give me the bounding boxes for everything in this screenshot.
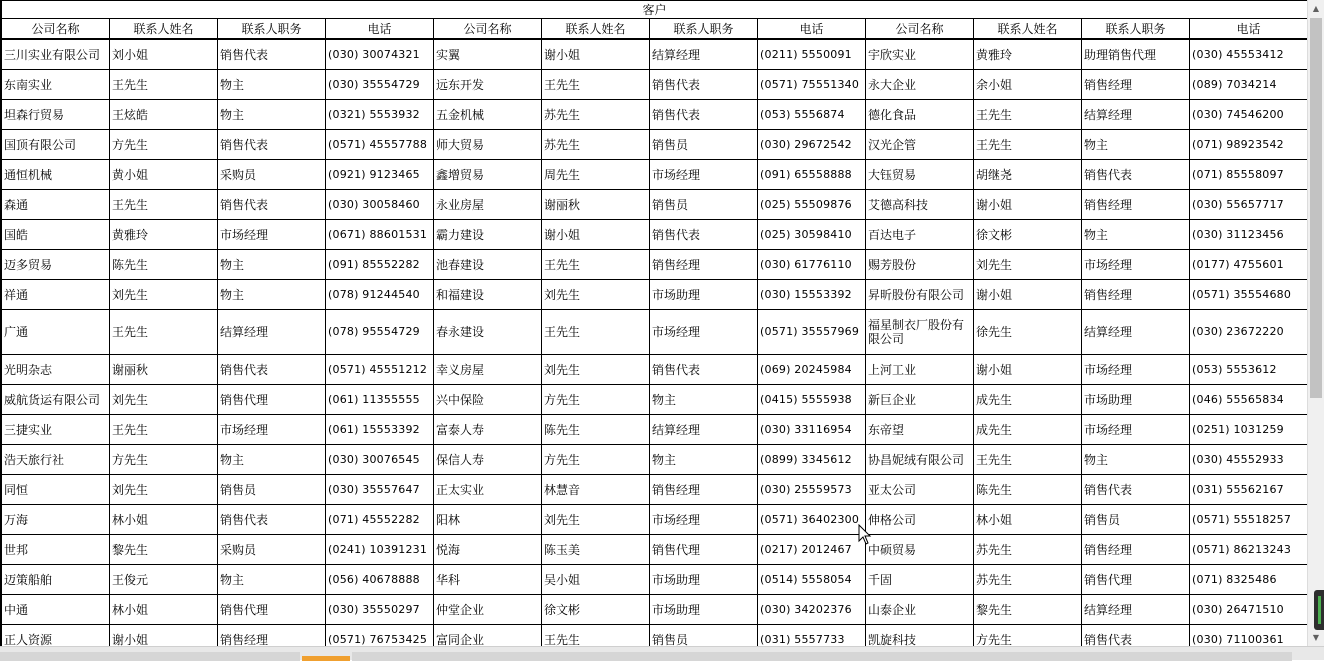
column-header: 联系人职务 bbox=[650, 19, 758, 40]
company-name-cell: 上河工业 bbox=[866, 355, 974, 385]
contact-title-cell: 物主 bbox=[650, 385, 758, 415]
contact-title-cell: 结算经理 bbox=[1082, 100, 1190, 130]
contact-title-cell: 物主 bbox=[1082, 130, 1190, 160]
company-name-cell: 赐芳股份 bbox=[866, 250, 974, 280]
contact-name-cell: 方先生 bbox=[110, 445, 218, 475]
contact-title-cell: 销售经理 bbox=[218, 625, 326, 647]
company-name-cell: 三捷实业 bbox=[2, 415, 110, 445]
contact-name-cell: 谢小姐 bbox=[974, 190, 1082, 220]
contact-title-cell: 销售经理 bbox=[650, 250, 758, 280]
company-name-cell: 鑫增贸易 bbox=[434, 160, 542, 190]
company-name-cell: 远东开发 bbox=[434, 70, 542, 100]
table-row bbox=[2, 250, 1308, 280]
company-name-cell: 凯旋科技 bbox=[866, 625, 974, 647]
contact-title-cell: 物主 bbox=[218, 280, 326, 310]
contact-name-cell: 谢丽秋 bbox=[542, 190, 650, 220]
contact-title-cell: 销售代表 bbox=[650, 70, 758, 100]
contact-name-cell: 苏先生 bbox=[974, 535, 1082, 565]
company-name-cell: 亚太公司 bbox=[866, 475, 974, 505]
column-header: 公司名称 bbox=[2, 19, 110, 40]
phone-cell: (071) 98923542 bbox=[1190, 130, 1308, 160]
contact-name-cell: 王先生 bbox=[542, 250, 650, 280]
phone-cell: (0899) 3345612 bbox=[758, 445, 866, 475]
horizontal-scroll-thumb[interactable] bbox=[302, 656, 350, 661]
company-name-cell: 五金机械 bbox=[434, 100, 542, 130]
contact-name-cell: 刘先生 bbox=[110, 475, 218, 505]
table-row bbox=[2, 505, 1308, 535]
phone-cell: (030) 71100361 bbox=[1190, 625, 1308, 647]
contact-title-cell: 物主 bbox=[1082, 445, 1190, 475]
company-name-cell: 协昌妮绒有限公司 bbox=[866, 445, 974, 475]
contact-title-cell: 市场经理 bbox=[218, 415, 326, 445]
contact-name-cell: 王炫皓 bbox=[110, 100, 218, 130]
contact-name-cell: 成先生 bbox=[974, 385, 1082, 415]
vertical-scrollbar[interactable] bbox=[1307, 0, 1324, 646]
column-header: 联系人姓名 bbox=[974, 19, 1082, 40]
phone-cell: (030) 30076545 bbox=[326, 445, 434, 475]
company-name-cell: 同恒 bbox=[2, 475, 110, 505]
phone-cell: (030) 35550297 bbox=[326, 595, 434, 625]
company-name-cell: 正人资源 bbox=[2, 625, 110, 647]
company-name-cell: 宇欣实业 bbox=[866, 39, 974, 70]
phone-cell: (0571) 35554680 bbox=[1190, 280, 1308, 310]
contact-name-cell: 陈先生 bbox=[974, 475, 1082, 505]
company-name-cell: 永业房屋 bbox=[434, 190, 542, 220]
contact-title-cell: 销售代表 bbox=[1082, 160, 1190, 190]
table-row bbox=[2, 310, 1308, 355]
column-header: 电话 bbox=[758, 19, 866, 40]
company-name-cell: 山泰企业 bbox=[866, 595, 974, 625]
column-header: 联系人姓名 bbox=[110, 19, 218, 40]
table-row bbox=[2, 445, 1308, 475]
phone-cell: (056) 40678888 bbox=[326, 565, 434, 595]
phone-cell: (0514) 5558054 bbox=[758, 565, 866, 595]
contact-name-cell: 王先生 bbox=[110, 70, 218, 100]
table-row bbox=[2, 595, 1308, 625]
company-name-cell: 兴中保险 bbox=[434, 385, 542, 415]
phone-cell: (030) 29672542 bbox=[758, 130, 866, 160]
contact-name-cell: 王先生 bbox=[110, 310, 218, 355]
scroll-down-arrow-icon[interactable]: ▼ bbox=[1312, 633, 1320, 642]
contact-title-cell: 物主 bbox=[218, 445, 326, 475]
contact-name-cell: 刘先生 bbox=[542, 280, 650, 310]
contact-title-cell: 销售代理 bbox=[1082, 565, 1190, 595]
table-row bbox=[2, 190, 1308, 220]
contact-title-cell: 销售经理 bbox=[1082, 70, 1190, 100]
contact-title-cell: 销售代表 bbox=[1082, 625, 1190, 647]
phone-cell: (0211) 5550091 bbox=[758, 39, 866, 70]
contact-title-cell: 销售代表 bbox=[650, 220, 758, 250]
phone-cell: (0921) 9123465 bbox=[326, 160, 434, 190]
contact-name-cell: 刘先生 bbox=[542, 355, 650, 385]
contact-title-cell: 销售员 bbox=[650, 625, 758, 647]
phone-cell: (025) 30598410 bbox=[758, 220, 866, 250]
contact-name-cell: 徐文彬 bbox=[542, 595, 650, 625]
contact-title-cell: 市场经理 bbox=[1082, 415, 1190, 445]
company-name-cell: 和福建设 bbox=[434, 280, 542, 310]
table-row bbox=[2, 625, 1308, 647]
phone-cell: (053) 5553612 bbox=[1190, 355, 1308, 385]
contact-name-cell: 胡继尧 bbox=[974, 160, 1082, 190]
phone-cell: (061) 15553392 bbox=[326, 415, 434, 445]
contact-name-cell: 谢小姐 bbox=[974, 280, 1082, 310]
contact-title-cell: 市场助理 bbox=[650, 595, 758, 625]
vertical-scroll-thumb[interactable] bbox=[1310, 18, 1322, 398]
contact-title-cell: 销售员 bbox=[218, 475, 326, 505]
table-row bbox=[2, 565, 1308, 595]
company-name-cell: 千固 bbox=[866, 565, 974, 595]
contact-name-cell: 成先生 bbox=[974, 415, 1082, 445]
company-name-cell: 昇昕股份有限公司 bbox=[866, 280, 974, 310]
table-row bbox=[2, 100, 1308, 130]
table-row bbox=[2, 70, 1308, 100]
phone-cell: (030) 74546200 bbox=[1190, 100, 1308, 130]
phone-cell: (030) 61776110 bbox=[758, 250, 866, 280]
phone-cell: (031) 5557733 bbox=[758, 625, 866, 647]
phone-cell: (030) 35557647 bbox=[326, 475, 434, 505]
contact-title-cell: 结算经理 bbox=[1082, 595, 1190, 625]
scroll-up-arrow-icon[interactable]: ▲ bbox=[1312, 4, 1320, 13]
phone-cell: (071) 85558097 bbox=[1190, 160, 1308, 190]
table-row bbox=[2, 415, 1308, 445]
company-name-cell: 幸义房屋 bbox=[434, 355, 542, 385]
contact-name-cell: 刘先生 bbox=[542, 505, 650, 535]
phone-cell: (030) 26471510 bbox=[1190, 595, 1308, 625]
contact-name-cell: 林小姐 bbox=[110, 595, 218, 625]
phone-cell: (0571) 36402300 bbox=[758, 505, 866, 535]
column-header: 电话 bbox=[326, 19, 434, 40]
column-header: 公司名称 bbox=[434, 19, 542, 40]
column-header: 联系人职务 bbox=[1082, 19, 1190, 40]
company-name-cell: 仲堂企业 bbox=[434, 595, 542, 625]
contact-title-cell: 采购员 bbox=[218, 160, 326, 190]
contact-title-cell: 采购员 bbox=[218, 535, 326, 565]
company-name-cell: 富同企业 bbox=[434, 625, 542, 647]
phone-cell: (030) 35554729 bbox=[326, 70, 434, 100]
table-row bbox=[2, 220, 1308, 250]
phone-cell: (0321) 5553932 bbox=[326, 100, 434, 130]
contact-title-cell: 结算经理 bbox=[650, 415, 758, 445]
company-name-cell: 福星制衣厂股份有限公司 bbox=[866, 310, 974, 355]
table-row bbox=[2, 39, 1308, 70]
contact-title-cell: 销售代表 bbox=[650, 355, 758, 385]
company-name-cell: 光明杂志 bbox=[2, 355, 110, 385]
contact-name-cell: 谢小姐 bbox=[542, 220, 650, 250]
contact-name-cell: 谢小姐 bbox=[974, 355, 1082, 385]
contact-title-cell: 销售经理 bbox=[650, 475, 758, 505]
phone-cell: (030) 55657717 bbox=[1190, 190, 1308, 220]
table-row bbox=[2, 385, 1308, 415]
company-name-cell: 东帝望 bbox=[866, 415, 974, 445]
contact-title-cell: 销售代理 bbox=[218, 385, 326, 415]
contact-title-cell: 销售经理 bbox=[1082, 280, 1190, 310]
company-name-cell: 世邦 bbox=[2, 535, 110, 565]
contact-title-cell: 市场助理 bbox=[650, 280, 758, 310]
company-name-cell: 大钰贸易 bbox=[866, 160, 974, 190]
column-header: 电话 bbox=[1190, 19, 1308, 40]
contact-name-cell: 黄小姐 bbox=[110, 160, 218, 190]
phone-cell: (030) 30074321 bbox=[326, 39, 434, 70]
phone-cell: (061) 11355555 bbox=[326, 385, 434, 415]
contact-name-cell: 王先生 bbox=[110, 415, 218, 445]
phone-cell: (030) 15553392 bbox=[758, 280, 866, 310]
company-name-cell: 国皓 bbox=[2, 220, 110, 250]
company-name-cell: 浩天旅行社 bbox=[2, 445, 110, 475]
phone-cell: (0571) 86213243 bbox=[1190, 535, 1308, 565]
company-name-cell: 中通 bbox=[2, 595, 110, 625]
phone-cell: (071) 8325486 bbox=[1190, 565, 1308, 595]
phone-cell: (0571) 45557788 bbox=[326, 130, 434, 160]
company-name-cell: 阳林 bbox=[434, 505, 542, 535]
contact-title-cell: 市场经理 bbox=[1082, 250, 1190, 280]
company-name-cell: 广通 bbox=[2, 310, 110, 355]
company-name-cell: 迈策船舶 bbox=[2, 565, 110, 595]
table-row bbox=[2, 535, 1308, 565]
contact-title-cell: 市场经理 bbox=[650, 310, 758, 355]
contact-title-cell: 销售员 bbox=[650, 130, 758, 160]
contact-name-cell: 谢小姐 bbox=[110, 625, 218, 647]
contact-name-cell: 方先生 bbox=[542, 445, 650, 475]
company-name-cell: 悦海 bbox=[434, 535, 542, 565]
phone-cell: (0177) 4755601 bbox=[1190, 250, 1308, 280]
company-name-cell: 坦森行贸易 bbox=[2, 100, 110, 130]
contact-name-cell: 黄雅玲 bbox=[110, 220, 218, 250]
contact-title-cell: 市场助理 bbox=[650, 565, 758, 595]
contact-title-cell: 结算经理 bbox=[1082, 310, 1190, 355]
horizontal-scrollbar[interactable] bbox=[0, 646, 1324, 660]
phone-cell: (069) 20245984 bbox=[758, 355, 866, 385]
contact-name-cell: 王俊元 bbox=[110, 565, 218, 595]
phone-cell: (030) 25559573 bbox=[758, 475, 866, 505]
company-name-cell: 春永建设 bbox=[434, 310, 542, 355]
report-title: 客户 bbox=[2, 1, 1308, 19]
contact-title-cell: 助理销售代理 bbox=[1082, 39, 1190, 70]
phone-cell: (089) 7034214 bbox=[1190, 70, 1308, 100]
company-name-cell: 艾德高科技 bbox=[866, 190, 974, 220]
phone-cell: (046) 55565834 bbox=[1190, 385, 1308, 415]
contact-title-cell: 销售代表 bbox=[218, 39, 326, 70]
company-name-cell: 通恒机械 bbox=[2, 160, 110, 190]
phone-cell: (0571) 55518257 bbox=[1190, 505, 1308, 535]
company-name-cell: 汉光企管 bbox=[866, 130, 974, 160]
contact-title-cell: 销售代理 bbox=[650, 535, 758, 565]
phone-cell: (0241) 10391231 bbox=[326, 535, 434, 565]
contact-name-cell: 黎先生 bbox=[110, 535, 218, 565]
contact-name-cell: 陈先生 bbox=[110, 250, 218, 280]
contact-name-cell: 陈玉美 bbox=[542, 535, 650, 565]
contact-name-cell: 苏先生 bbox=[542, 100, 650, 130]
contact-title-cell: 市场经理 bbox=[218, 220, 326, 250]
mouse-pointer-icon bbox=[858, 524, 872, 546]
customer-table bbox=[1, 0, 1307, 646]
contact-name-cell: 吴小姐 bbox=[542, 565, 650, 595]
phone-cell: (0415) 5555938 bbox=[758, 385, 866, 415]
phone-cell: (078) 91244540 bbox=[326, 280, 434, 310]
contact-name-cell: 林小姐 bbox=[110, 505, 218, 535]
contact-name-cell: 徐先生 bbox=[974, 310, 1082, 355]
contact-name-cell: 林慧音 bbox=[542, 475, 650, 505]
contact-name-cell: 王先生 bbox=[542, 70, 650, 100]
contact-title-cell: 销售代表 bbox=[1082, 475, 1190, 505]
phone-cell: (030) 34202376 bbox=[758, 595, 866, 625]
contact-name-cell: 王先生 bbox=[542, 625, 650, 647]
phone-cell: (0571) 35557969 bbox=[758, 310, 866, 355]
company-name-cell: 百达电子 bbox=[866, 220, 974, 250]
phone-cell: (0571) 75551340 bbox=[758, 70, 866, 100]
phone-cell: (030) 33116954 bbox=[758, 415, 866, 445]
phone-cell: (030) 23672220 bbox=[1190, 310, 1308, 355]
table-row bbox=[2, 160, 1308, 190]
company-name-cell: 东南实业 bbox=[2, 70, 110, 100]
phone-cell: (0571) 76753425 bbox=[326, 625, 434, 647]
table-row bbox=[2, 355, 1308, 385]
contact-title-cell: 市场经理 bbox=[1082, 355, 1190, 385]
phone-cell: (030) 30058460 bbox=[326, 190, 434, 220]
company-name-cell: 三川实业有限公司 bbox=[2, 39, 110, 70]
phone-cell: (0251) 1031259 bbox=[1190, 415, 1308, 445]
contact-name-cell: 刘小姐 bbox=[110, 39, 218, 70]
contact-name-cell: 王先生 bbox=[110, 190, 218, 220]
contact-title-cell: 销售代表 bbox=[218, 355, 326, 385]
company-name-cell: 祥通 bbox=[2, 280, 110, 310]
contact-title-cell: 市场经理 bbox=[650, 160, 758, 190]
contact-name-cell: 余小姐 bbox=[974, 70, 1082, 100]
contact-title-cell: 销售代表 bbox=[218, 130, 326, 160]
company-name-cell: 霸力建设 bbox=[434, 220, 542, 250]
contact-name-cell: 刘先生 bbox=[974, 250, 1082, 280]
contact-name-cell: 苏先生 bbox=[542, 130, 650, 160]
company-name-cell: 森通 bbox=[2, 190, 110, 220]
phone-cell: (078) 95554729 bbox=[326, 310, 434, 355]
phone-cell: (030) 45553412 bbox=[1190, 39, 1308, 70]
contact-title-cell: 销售代表 bbox=[218, 505, 326, 535]
contact-title-cell: 销售经理 bbox=[1082, 535, 1190, 565]
column-header: 公司名称 bbox=[866, 19, 974, 40]
contact-name-cell: 周先生 bbox=[542, 160, 650, 190]
company-name-cell: 中硕贸易 bbox=[866, 535, 974, 565]
phone-cell: (091) 65558888 bbox=[758, 160, 866, 190]
contact-title-cell: 物主 bbox=[650, 445, 758, 475]
table-row bbox=[2, 130, 1308, 160]
contact-title-cell: 销售代理 bbox=[218, 595, 326, 625]
contact-name-cell: 谢丽秋 bbox=[110, 355, 218, 385]
contact-name-cell: 刘先生 bbox=[110, 385, 218, 415]
contact-name-cell: 陈先生 bbox=[542, 415, 650, 445]
contact-name-cell: 刘先生 bbox=[110, 280, 218, 310]
company-name-cell: 国顶有限公司 bbox=[2, 130, 110, 160]
phone-cell: (025) 55509876 bbox=[758, 190, 866, 220]
contact-title-cell: 市场助理 bbox=[1082, 385, 1190, 415]
company-name-cell: 永大企业 bbox=[866, 70, 974, 100]
company-name-cell: 新巨企业 bbox=[866, 385, 974, 415]
contact-title-cell: 物主 bbox=[218, 70, 326, 100]
contact-title-cell: 物主 bbox=[218, 250, 326, 280]
contact-name-cell: 黄雅玲 bbox=[974, 39, 1082, 70]
contact-title-cell: 物主 bbox=[218, 565, 326, 595]
company-name-cell: 威航货运有限公司 bbox=[2, 385, 110, 415]
contact-name-cell: 方先生 bbox=[110, 130, 218, 160]
contact-name-cell: 林小姐 bbox=[974, 505, 1082, 535]
phone-cell: (071) 45552282 bbox=[326, 505, 434, 535]
contact-name-cell: 王先生 bbox=[974, 100, 1082, 130]
phone-cell: (0671) 88601531 bbox=[326, 220, 434, 250]
phone-cell: (031) 55562167 bbox=[1190, 475, 1308, 505]
phone-cell: (030) 45552933 bbox=[1190, 445, 1308, 475]
contact-name-cell: 苏先生 bbox=[974, 565, 1082, 595]
phone-cell: (0571) 45551212 bbox=[326, 355, 434, 385]
contact-title-cell: 结算经理 bbox=[650, 39, 758, 70]
contact-name-cell: 谢小姐 bbox=[542, 39, 650, 70]
company-name-cell: 伸格公司 bbox=[866, 505, 974, 535]
phone-cell: (091) 85552282 bbox=[326, 250, 434, 280]
contact-title-cell: 销售员 bbox=[650, 190, 758, 220]
phone-cell: (030) 31123456 bbox=[1190, 220, 1308, 250]
company-name-cell: 富泰人寿 bbox=[434, 415, 542, 445]
company-name-cell: 华科 bbox=[434, 565, 542, 595]
company-name-cell: 德化食品 bbox=[866, 100, 974, 130]
column-header: 联系人职务 bbox=[218, 19, 326, 40]
contact-title-cell: 结算经理 bbox=[218, 310, 326, 355]
customer-rows bbox=[2, 39, 1308, 646]
phone-cell: (0217) 2012467 bbox=[758, 535, 866, 565]
table-row bbox=[2, 475, 1308, 505]
contact-title-cell: 物主 bbox=[1082, 220, 1190, 250]
phone-cell: (053) 5556874 bbox=[758, 100, 866, 130]
contact-title-cell: 物主 bbox=[218, 100, 326, 130]
contact-name-cell: 徐文彬 bbox=[974, 220, 1082, 250]
company-name-cell: 迈多贸易 bbox=[2, 250, 110, 280]
column-header-row bbox=[2, 19, 1308, 40]
company-name-cell: 实翼 bbox=[434, 39, 542, 70]
contact-name-cell: 王先生 bbox=[974, 130, 1082, 160]
company-name-cell: 师大贸易 bbox=[434, 130, 542, 160]
company-name-cell: 正太实业 bbox=[434, 475, 542, 505]
contact-title-cell: 销售经理 bbox=[1082, 190, 1190, 220]
side-panel-tab[interactable] bbox=[1314, 590, 1324, 630]
contact-title-cell: 销售员 bbox=[1082, 505, 1190, 535]
contact-name-cell: 方先生 bbox=[542, 385, 650, 415]
company-name-cell: 万海 bbox=[2, 505, 110, 535]
company-name-cell: 池春建设 bbox=[434, 250, 542, 280]
contact-name-cell: 方先生 bbox=[974, 625, 1082, 647]
contact-name-cell: 王先生 bbox=[974, 445, 1082, 475]
contact-name-cell: 王先生 bbox=[542, 310, 650, 355]
contact-title-cell: 销售代表 bbox=[218, 190, 326, 220]
table-row bbox=[2, 280, 1308, 310]
column-header: 联系人姓名 bbox=[542, 19, 650, 40]
contact-title-cell: 销售代表 bbox=[650, 100, 758, 130]
company-name-cell: 保信人寿 bbox=[434, 445, 542, 475]
contact-name-cell: 黎先生 bbox=[974, 595, 1082, 625]
side-panel-indicator-icon bbox=[1318, 596, 1321, 624]
contact-title-cell: 市场经理 bbox=[650, 505, 758, 535]
